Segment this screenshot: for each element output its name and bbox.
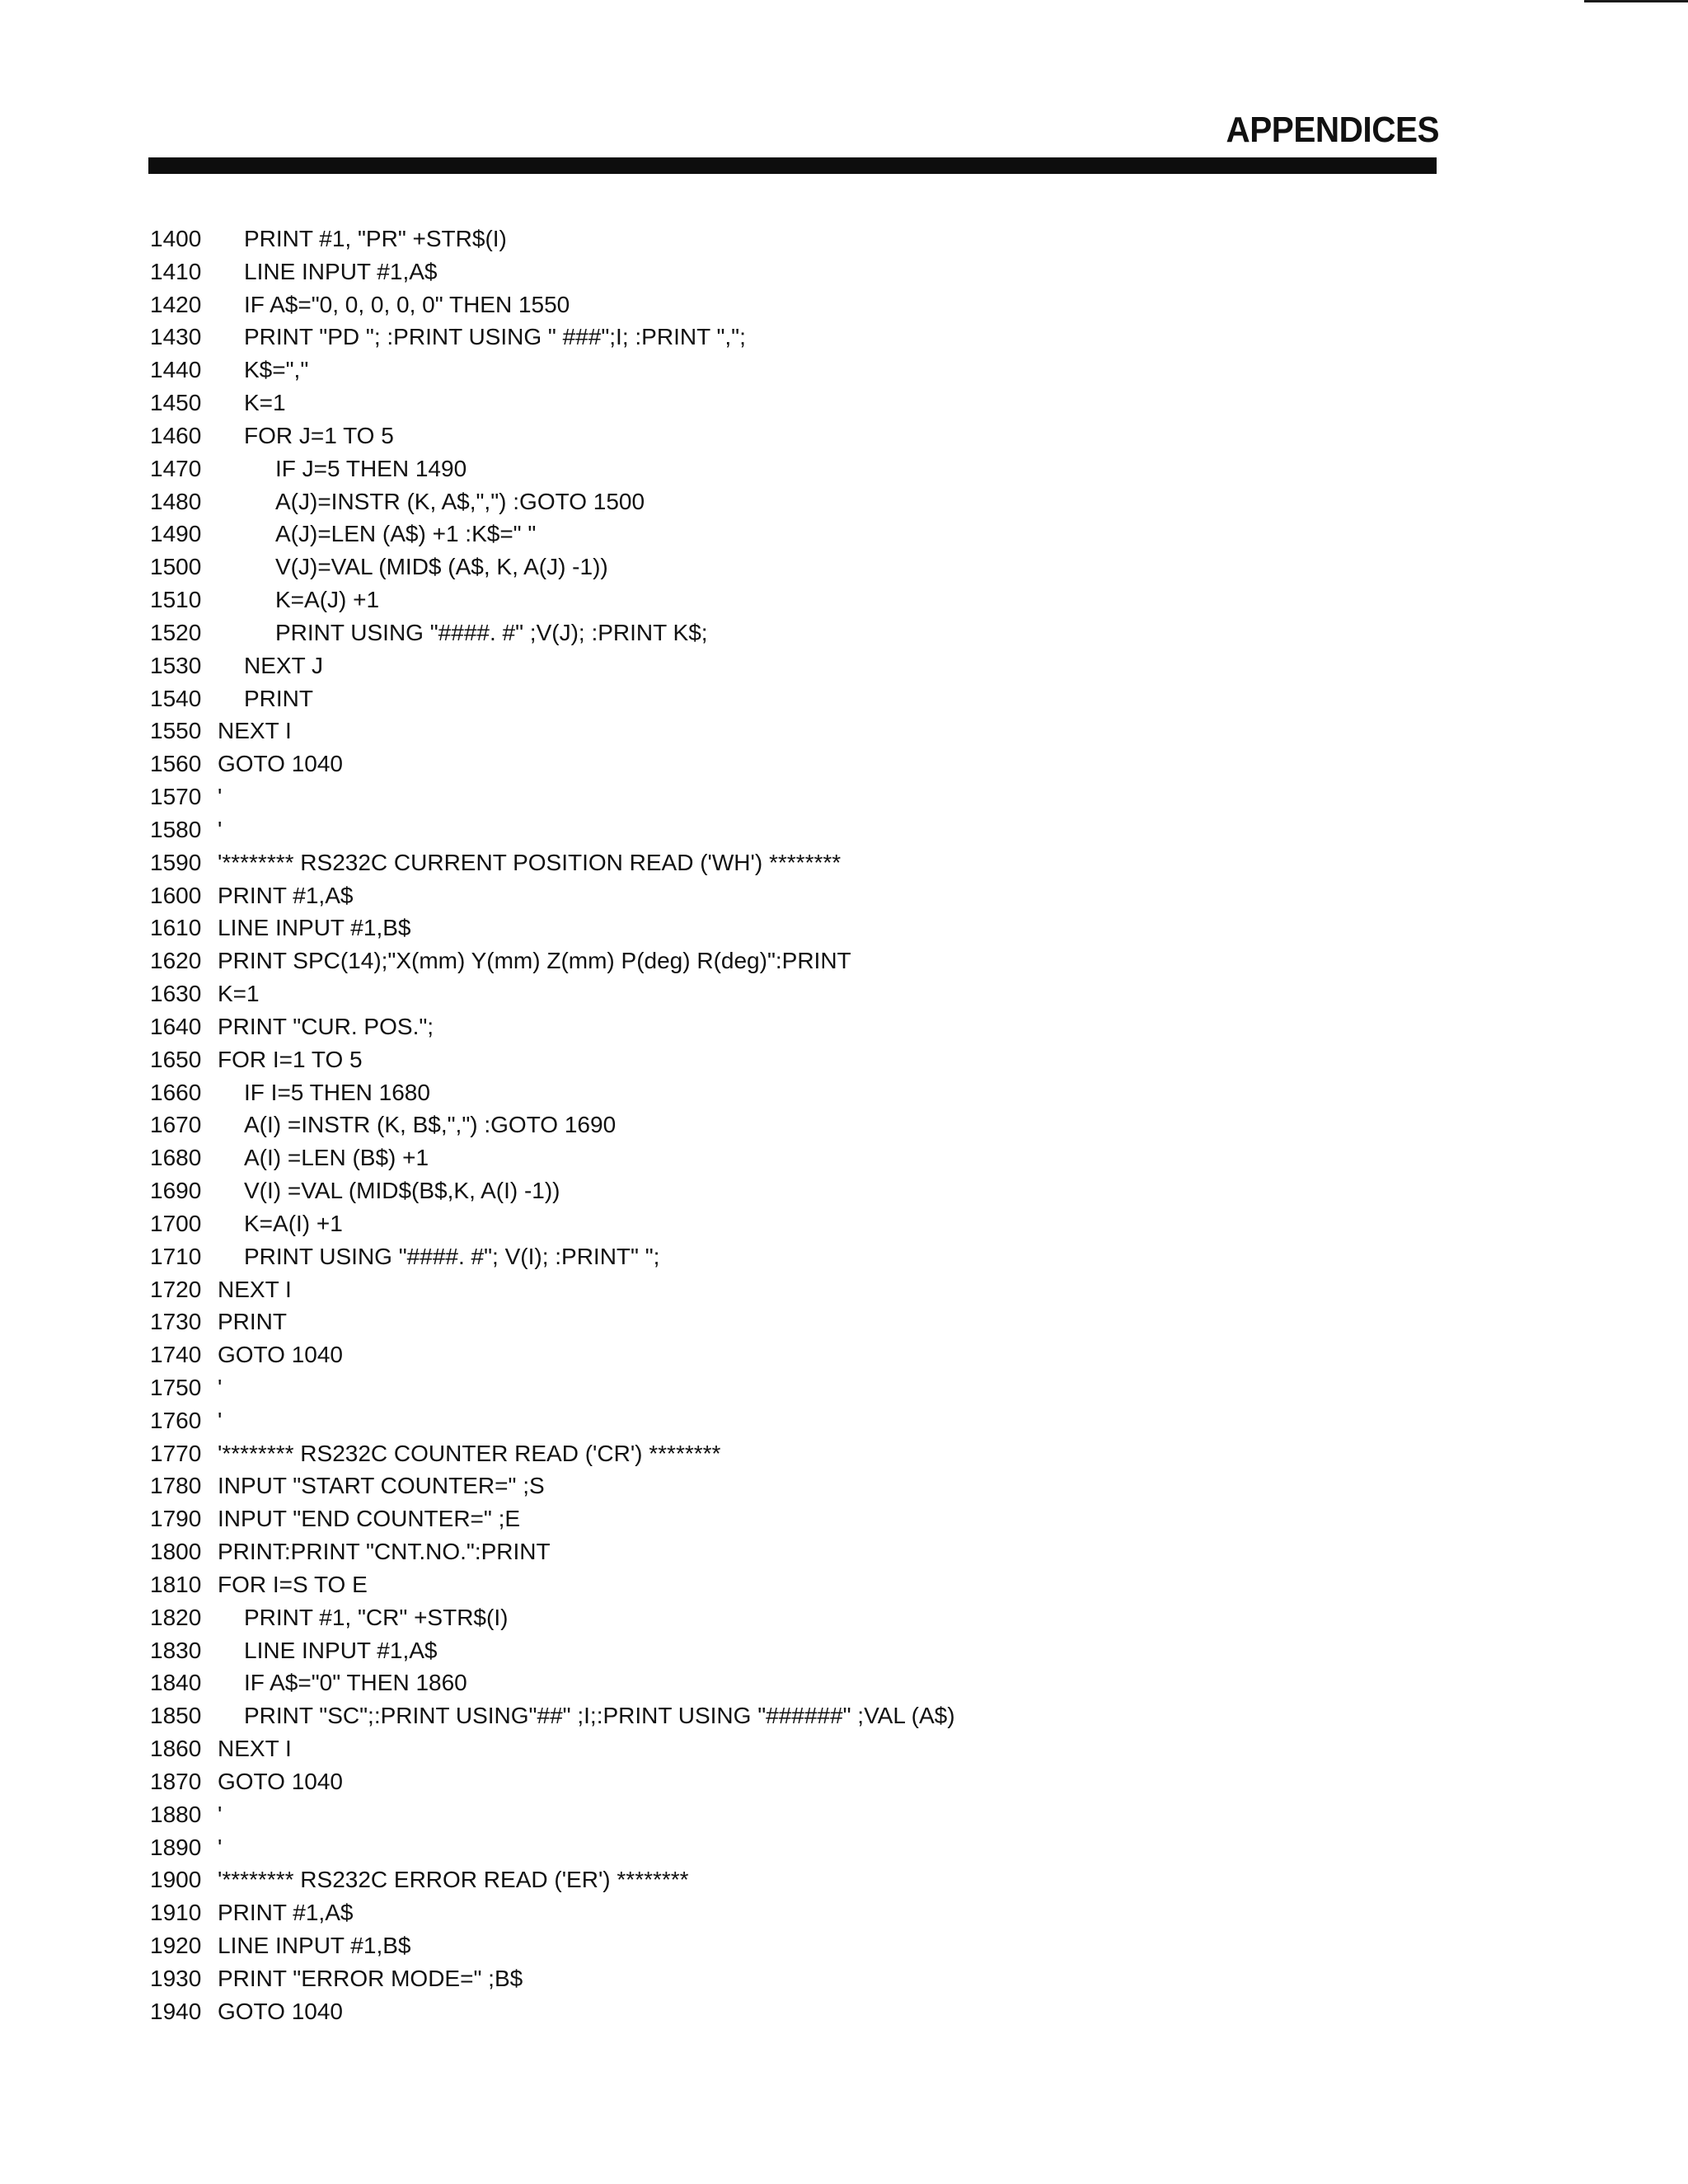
code-statement: LINE INPUT #1,A$	[244, 1637, 438, 1663]
code-line	[150, 846, 1551, 879]
code-statement: '******** RS232C CURRENT POSITION READ ('WH') ********	[218, 849, 842, 875]
line-number: 1770	[150, 1440, 202, 1466]
code-statement: A(J)=LEN (A$) +1 :K$=" "	[275, 521, 537, 547]
code-line	[150, 1535, 1551, 1568]
code-line	[150, 1469, 1551, 1502]
code-line	[150, 1601, 1551, 1634]
code-line	[150, 223, 1551, 255]
line-number: 1860	[150, 1736, 202, 1762]
line-number: 1900	[150, 1867, 202, 1893]
line-number: 1490	[150, 521, 202, 547]
code-line	[150, 1076, 1551, 1109]
code-statement: IF A$="0, 0, 0, 0, 0" THEN 1550	[244, 291, 570, 317]
line-number: 1420	[150, 291, 202, 317]
code-statement: '******** RS232C ERROR READ ('ER') ********	[218, 1867, 689, 1893]
line-number: 1650	[150, 1046, 202, 1072]
code-statement: FOR I=S TO E	[218, 1571, 368, 1597]
code-statement: K=1	[244, 390, 286, 416]
code-statement: GOTO 1040	[218, 1342, 344, 1368]
line-number: 1570	[150, 784, 202, 810]
code-statement: K=1	[218, 981, 260, 1007]
code-line	[150, 452, 1551, 485]
code-line	[150, 1305, 1551, 1338]
line-number: 1850	[150, 1703, 202, 1729]
line-number: 1630	[150, 981, 202, 1007]
code-line	[150, 1240, 1551, 1273]
code-statement: PRINT USING "####. #"; V(I); :PRINT" ";	[244, 1243, 660, 1269]
line-number: 1660	[150, 1079, 202, 1105]
code-line	[150, 1174, 1551, 1207]
code-line	[150, 1568, 1551, 1601]
code-line	[150, 813, 1551, 846]
line-number: 1940	[150, 1998, 202, 2024]
line-number: 1620	[150, 948, 202, 974]
code-line	[150, 419, 1551, 452]
code-line	[150, 1010, 1551, 1043]
code-statement: LINE INPUT #1,B$	[218, 1933, 411, 1959]
code-line	[150, 485, 1551, 518]
line-number: 1820	[150, 1604, 202, 1630]
code-statement: A(I) =INSTR (K, B$,",") :GOTO 1690	[244, 1112, 617, 1138]
line-number: 1600	[150, 882, 202, 908]
code-line	[150, 583, 1551, 616]
line-number: 1500	[150, 554, 202, 580]
code-statement: '	[218, 1834, 223, 1860]
code-line	[150, 1765, 1551, 1798]
line-number: 1710	[150, 1243, 202, 1269]
code-statement: LINE INPUT #1,B$	[218, 915, 411, 941]
code-line	[150, 387, 1551, 419]
code-line	[150, 1798, 1551, 1831]
code-line	[150, 354, 1551, 387]
line-number: 1470	[150, 455, 202, 481]
code-statement: '	[218, 1407, 223, 1433]
code-statement: K$=","	[244, 357, 309, 383]
code-statement: K=A(J) +1	[275, 587, 380, 613]
code-statement: GOTO 1040	[218, 1768, 344, 1794]
line-number: 1840	[150, 1670, 202, 1696]
line-number: 1580	[150, 816, 202, 842]
code-line	[150, 1273, 1551, 1306]
line-number: 1790	[150, 1506, 202, 1532]
line-number: 1550	[150, 718, 202, 744]
code-statement: PRINT #1, "PR" +STR$(I)	[244, 226, 507, 251]
line-number: 1740	[150, 1342, 202, 1368]
code-statement: INPUT "START COUNTER=" ;S	[218, 1473, 545, 1499]
line-number: 1460	[150, 422, 202, 448]
line-number: 1910	[150, 1900, 202, 1926]
line-number: 1680	[150, 1145, 202, 1171]
code-statement: PRINT #1, "CR" +STR$(I)	[244, 1604, 509, 1630]
code-line	[150, 1634, 1551, 1667]
line-number: 1760	[150, 1407, 202, 1433]
line-number: 1720	[150, 1276, 202, 1302]
line-number: 1690	[150, 1178, 202, 1204]
code-line	[150, 649, 1551, 682]
line-number: 1430	[150, 324, 202, 350]
line-number: 1480	[150, 488, 202, 514]
line-number: 1670	[150, 1112, 202, 1138]
line-number: 1440	[150, 357, 202, 383]
code-line	[150, 879, 1551, 912]
code-statement: PRINT "PD "; :PRINT USING " ###";I; :PRINT ",";	[244, 324, 746, 350]
line-number: 1400	[150, 226, 202, 251]
code-line	[150, 715, 1551, 748]
code-line	[150, 1896, 1551, 1929]
line-number: 1830	[150, 1637, 202, 1663]
code-statement: PRINT USING "####. #" ;V(J); :PRINT K$;	[275, 619, 708, 645]
code-statement: IF J=5 THEN 1490	[275, 455, 467, 481]
code-statement: PRINT #1,A$	[218, 882, 354, 908]
code-statement: FOR J=1 TO 5	[244, 422, 394, 448]
code-statement: PRINT "ERROR MODE=" ;B$	[218, 1965, 523, 1991]
code-statement: IF I=5 THEN 1680	[244, 1079, 430, 1105]
code-line	[150, 1699, 1551, 1732]
line-number: 1560	[150, 751, 202, 777]
code-line	[150, 1141, 1551, 1174]
line-number: 1730	[150, 1309, 202, 1335]
line-number: 1890	[150, 1834, 202, 1860]
corner-rule	[1584, 0, 1688, 2]
header-rule	[148, 157, 1437, 174]
code-line	[150, 977, 1551, 1010]
code-line	[150, 1732, 1551, 1765]
line-number: 1920	[150, 1933, 202, 1959]
code-statement: PRINT #1,A$	[218, 1900, 354, 1926]
code-statement: GOTO 1040	[218, 751, 344, 777]
code-statement: '	[218, 816, 223, 842]
code-statement: '	[218, 1374, 223, 1400]
code-statement: IF A$="0" THEN 1860	[244, 1670, 467, 1696]
code-statement: LINE INPUT #1,A$	[244, 258, 438, 284]
code-statement: NEXT I	[218, 718, 292, 744]
code-line	[150, 1338, 1551, 1371]
code-line	[150, 518, 1551, 551]
code-statement: A(J)=INSTR (K, A$,",") :GOTO 1500	[275, 488, 645, 514]
code-line	[150, 1207, 1551, 1240]
line-number: 1410	[150, 258, 202, 284]
code-line	[150, 1863, 1551, 1896]
code-statement: '******** RS232C COUNTER READ ('CR') ********	[218, 1440, 721, 1466]
code-line	[150, 682, 1551, 715]
code-line	[150, 616, 1551, 649]
code-line	[150, 255, 1551, 288]
code-line	[150, 1437, 1551, 1470]
code-statement: PRINT:PRINT "CNT.NO.":PRINT	[218, 1539, 551, 1565]
code-statement: V(I) =VAL (MID$(B$,K, A(I) -1))	[244, 1178, 560, 1204]
line-number: 1880	[150, 1801, 202, 1827]
code-line	[150, 1995, 1551, 2028]
line-number: 1700	[150, 1210, 202, 1236]
code-statement: PRINT	[244, 685, 313, 711]
code-line	[150, 1929, 1551, 1962]
code-line	[150, 551, 1551, 583]
code-statement: PRINT	[218, 1309, 287, 1335]
code-statement: PRINT "CUR. POS.";	[218, 1013, 434, 1039]
code-statement: '	[218, 1801, 223, 1827]
code-statement: PRINT "SC";:PRINT USING"##" ;I;:PRINT USING "######" ;VAL (A$)	[244, 1703, 955, 1729]
code-statement: '	[218, 784, 223, 810]
code-line	[150, 1108, 1551, 1141]
code-line	[150, 1962, 1551, 1995]
code-line	[150, 1404, 1551, 1437]
line-number: 1520	[150, 619, 202, 645]
code-statement: V(J)=VAL (MID$ (A$, K, A(J) -1))	[275, 554, 608, 580]
code-line	[150, 321, 1551, 354]
code-line	[150, 1831, 1551, 1864]
code-line	[150, 748, 1551, 780]
code-statement: PRINT SPC(14);"X(mm) Y(mm) Z(mm) P(deg) R(deg)":PRINT	[218, 948, 851, 974]
line-number: 1640	[150, 1013, 202, 1039]
code-statement: K=A(I) +1	[244, 1210, 343, 1236]
line-number: 1450	[150, 390, 202, 416]
line-number: 1810	[150, 1571, 202, 1597]
line-number: 1540	[150, 685, 202, 711]
code-line	[150, 1502, 1551, 1535]
code-line	[150, 1371, 1551, 1404]
code-statement: NEXT I	[218, 1736, 292, 1762]
code-line	[150, 780, 1551, 813]
line-number: 1930	[150, 1965, 202, 1991]
code-statement: INPUT "END COUNTER=" ;E	[218, 1506, 521, 1532]
code-statement: NEXT I	[218, 1276, 292, 1302]
line-number: 1780	[150, 1473, 202, 1499]
code-line	[150, 944, 1551, 977]
code-statement: NEXT J	[244, 652, 323, 678]
line-number: 1590	[150, 849, 202, 875]
line-number: 1870	[150, 1768, 202, 1794]
line-number: 1750	[150, 1374, 202, 1400]
code-statement: GOTO 1040	[218, 1998, 344, 2024]
code-line	[150, 912, 1551, 944]
line-number: 1610	[150, 915, 202, 941]
code-listing	[150, 223, 1551, 2028]
line-number: 1800	[150, 1539, 202, 1565]
line-number: 1530	[150, 652, 202, 678]
code-line	[150, 1666, 1551, 1699]
code-statement: A(I) =LEN (B$) +1	[244, 1145, 429, 1171]
page-header-title: APPENDICES	[1226, 110, 1439, 150]
code-line	[150, 288, 1551, 321]
line-number: 1510	[150, 587, 202, 613]
code-statement: FOR I=1 TO 5	[218, 1046, 363, 1072]
code-line	[150, 1043, 1551, 1076]
